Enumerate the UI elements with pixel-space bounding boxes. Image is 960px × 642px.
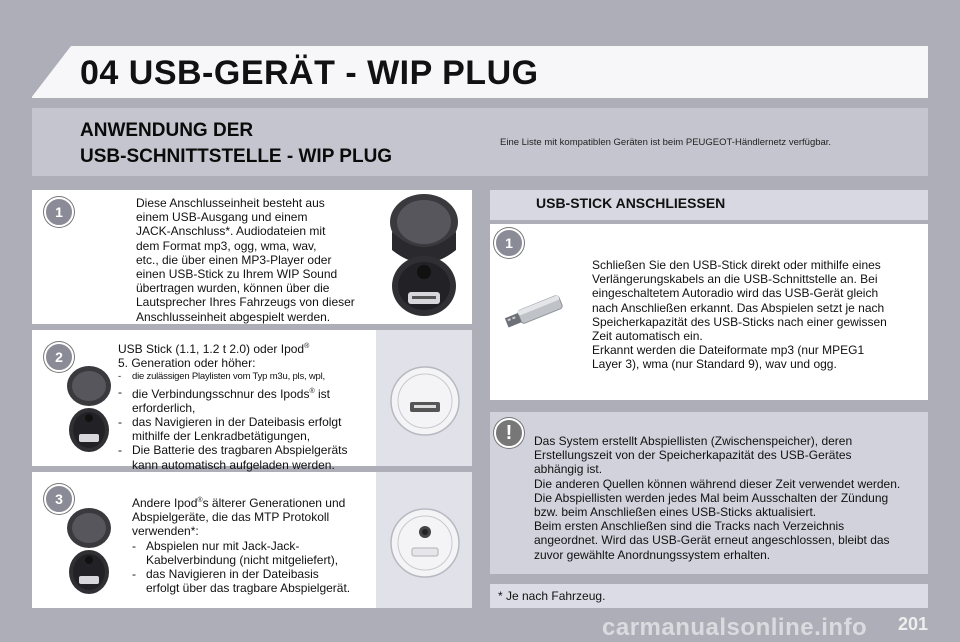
text-line: Erstellungszeit von der Speicherkapazität des USB-Gerätes <box>534 448 852 463</box>
text-span: ist <box>314 386 330 401</box>
usb-port-cover-open-icon <box>64 506 114 603</box>
text-span: Kabelverbindung (nicht mitgeliefert), <box>146 552 339 567</box>
list-item <box>132 539 376 567</box>
text-span: Abspielen nur mit Jack-Jack- <box>146 538 300 553</box>
text-line: einen USB-Stick zu Ihrem WIP Sound <box>136 267 338 282</box>
list-item <box>118 443 374 471</box>
panel-2-text <box>118 340 374 472</box>
text-span: kann automatisch aufgeladen werden. <box>132 457 335 472</box>
text-line: Lautsprecher Ihres Fahrzeugs von dieser <box>136 295 355 310</box>
section-title-line2: USB-SCHNITTSTELLE - WIP PLUG <box>80 146 393 167</box>
registered-mark: ® <box>197 497 203 504</box>
text-span: s älterer Generationen und <box>202 496 346 510</box>
list-item <box>118 415 374 443</box>
requirements-list <box>118 370 374 471</box>
section-title-line1: ANWENDUNG DER <box>80 120 254 141</box>
text-line: 5. Generation oder höher: <box>118 356 256 371</box>
text-line: Verlängerungskabels an die USB-Schnittstelle an. Bei <box>592 272 878 287</box>
text-span: Die Batterie des tragbaren Abspielgeräts <box>132 443 348 458</box>
text-line: zuvor gewählte Anordnungssystem erhalten. <box>534 547 771 562</box>
older-devices-list <box>132 539 376 596</box>
usb-stick-header: USB-STICK ANSCHLIESSEN <box>536 195 726 211</box>
text-line: angeordnet. Wird das USB-Gerät erneut angeschlossen, bleibt das <box>534 533 890 548</box>
usb-stick-icon <box>500 288 572 337</box>
text-line: Layer 3), wma (nur Standard 9), wav und ogg. <box>592 357 837 372</box>
panel-1-text <box>136 196 376 324</box>
badge-1: 1 <box>44 197 74 227</box>
text-line <box>132 494 376 510</box>
warning-icon: ! <box>494 418 524 448</box>
text-line: einem USB-Ausgang und einem <box>136 210 308 225</box>
text-line: Diese Anschlusseinheit besteht aus <box>136 196 325 210</box>
section-title <box>80 118 460 170</box>
jack-port-closed-icon <box>388 506 462 585</box>
registered-mark: ® <box>304 343 310 350</box>
text-line: Schließen Sie den USB-Stick direkt oder mithilfe eines <box>592 258 881 272</box>
text-span: Andere Ipod <box>132 496 198 510</box>
badge-usb-stick: 1 <box>494 228 524 258</box>
text-line <box>118 340 374 356</box>
text-line: bzw. beim Anschließen eines USB-Sticks aktualisiert. <box>534 505 817 520</box>
warning-text <box>534 434 926 562</box>
text-line: Die Abspiellisten werden jedes Mal beim Ausschalten der Zündung <box>534 490 889 505</box>
badge-2: 2 <box>44 342 74 372</box>
text-span: die Verbindungsschnur des Ipods <box>132 386 310 401</box>
usb-port-cover-open-icon <box>384 192 464 327</box>
footnote: * Je nach Fahrzeug. <box>498 589 606 603</box>
text-line: nach Anschließen erkannt. Das Abspielen setzt je nach <box>592 300 885 315</box>
usb-port-cover-open-icon <box>64 364 114 461</box>
page-number: 201 <box>898 614 929 634</box>
text-span: erfolgt über das tragbare Abspielgerät. <box>146 581 351 596</box>
usb-stick-text <box>592 258 924 372</box>
page-title: 04 USB-GERÄT - WIP PLUG <box>80 54 539 92</box>
text-span: erforderlich, <box>132 400 196 415</box>
text-span: das Navigieren in der Dateibasis erfolgt <box>132 415 342 430</box>
text-line: abhängig ist. <box>534 462 603 477</box>
text-span: die zulässigen Playlisten vom Typ m3u, pls, wpl, <box>132 371 325 383</box>
text-line: übertragen wurden, können über die <box>136 281 330 296</box>
text-line: verwenden*: <box>132 524 199 539</box>
list-item <box>118 385 374 415</box>
list-item <box>132 567 376 595</box>
compatibility-note: Eine Liste mit kompatiblen Geräten ist beim PEUGEOT-Händlernetz verfügbar. <box>500 137 832 148</box>
text-line: Anschlusseinheit abgespielt werden. <box>136 309 331 324</box>
text-line: dem Format mp3, ogg, wma, wav, <box>136 238 317 253</box>
text-line: Die anderen Quellen können während dieser Zeit verwendet werden. <box>534 476 901 491</box>
text-line: Zeit automatisch ein. <box>592 329 703 344</box>
list-item <box>118 370 374 384</box>
text-line: JACK-Anschluss*. Audiodateien mit <box>136 224 326 239</box>
watermark: carmanualsonline.info <box>602 614 868 641</box>
text-line: etc., die über einen MP3-Player oder <box>136 252 332 267</box>
text-line: Speicherkapazität des USB-Sticks nach einer gewissen <box>592 314 887 329</box>
text-span: das Navigieren in der Dateibasis <box>146 567 319 582</box>
text-line: Beim ersten Anschließen sind die Tracks nach Verzeichnis <box>534 519 845 534</box>
text-span: USB Stick (1.1, 1.2 t 2.0) oder Ipod <box>118 342 305 356</box>
text-line: eingeschaltetem Autoradio wird das USB-Gerät gleich <box>592 286 879 301</box>
badge-3: 3 <box>44 484 74 514</box>
text-span: mithilfe der Lenkradbetätigungen, <box>132 429 311 444</box>
text-line: Abspielgeräte, die das MTP Protokoll <box>132 510 330 525</box>
registered-mark: ® <box>309 387 315 395</box>
panel-3-text <box>132 494 376 595</box>
text-line: Das System erstellt Abspiellisten (Zwischenspeicher), deren <box>534 434 853 448</box>
text-line: Erkannt werden die Dateiformate mp3 (nur MPEG1 <box>592 343 865 358</box>
usb-port-closed-icon <box>388 364 462 443</box>
